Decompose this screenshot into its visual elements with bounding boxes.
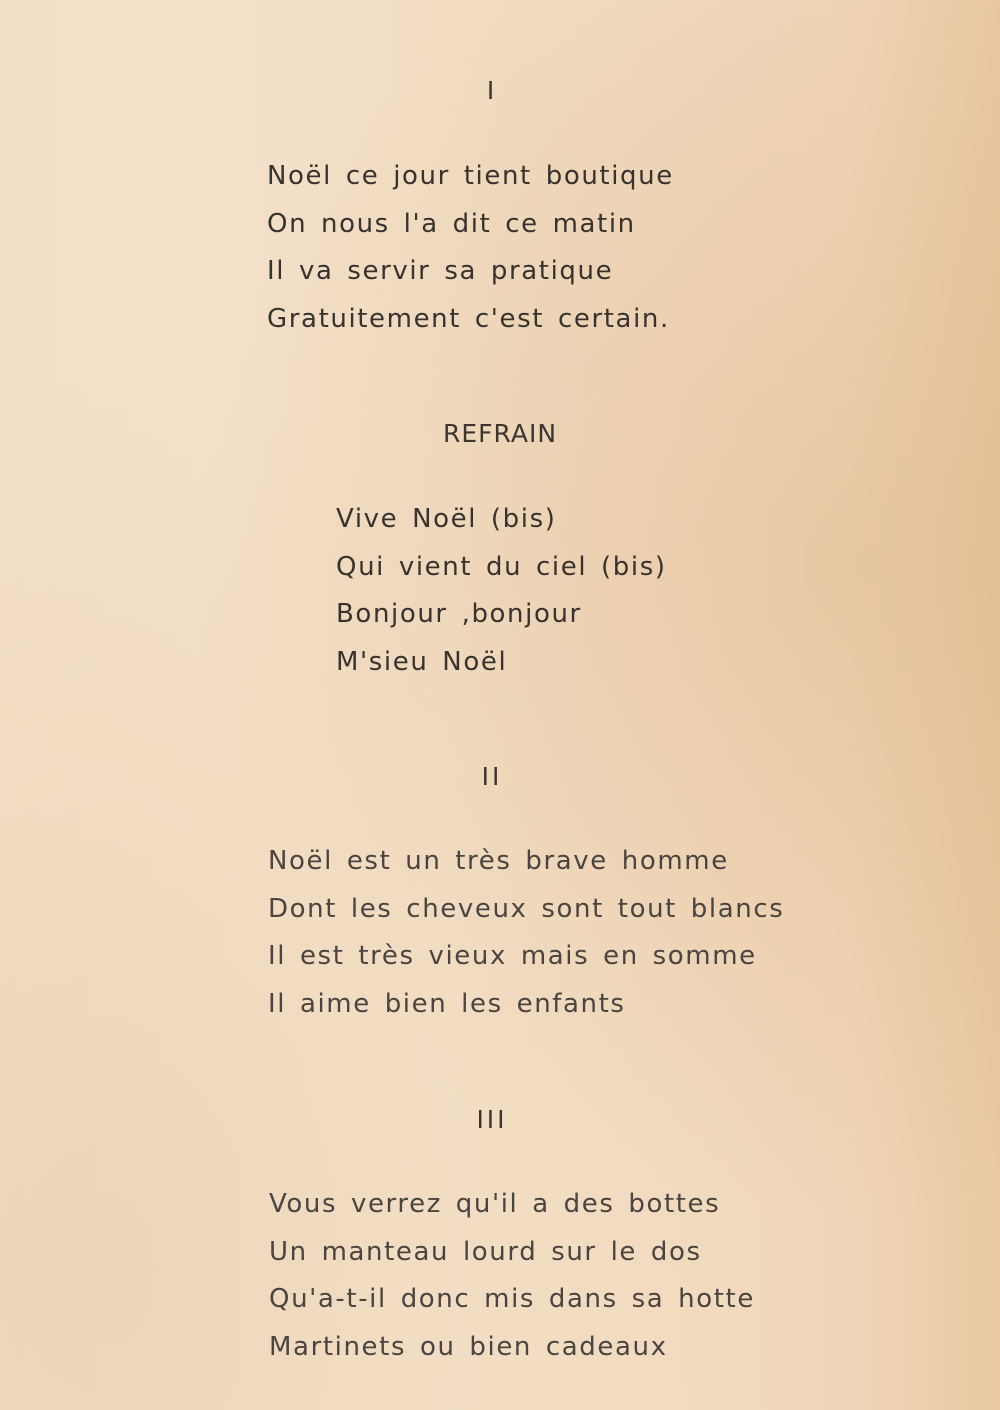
stanza-1-line-3: Il va servir sa pratique [267,256,614,286]
stanza-1-line-1: Noël ce jour tient boutique [267,161,674,191]
stanza-3-line-2: Un manteau lourd sur le dos [269,1236,702,1267]
stanza-1-numeral: I [486,76,498,105]
refrain-line-1: Vive Noël (bis) [336,504,557,534]
refrain [336,496,667,686]
stanza-1-line-4: Gratuitement c'est certain. [267,303,670,334]
stanza-2-numeral: II [481,762,503,791]
stanza-3 [269,1181,755,1371]
refrain-heading: REFRAIN [442,419,558,448]
stanza-1-line-2: On nous l'a dit ce matin [267,208,636,239]
stanza-1 [267,153,674,343]
stanza-3-numeral: III [476,1105,508,1134]
stanza-2 [268,838,784,1028]
refrain-line-4: M'sieu Noël [336,646,508,677]
stanza-3-line-4: Martinets ou bien cadeaux [269,1331,668,1362]
stanza-2-line-4: Il aime bien les enfants [268,988,626,1019]
refrain-line-3: Bonjour ,bonjour [336,599,582,629]
refrain-line-2: Qui vient du ciel (bis) [336,551,667,582]
stanza-3-line-1: Vous verrez qu'il a des bottes [269,1189,721,1219]
stanza-3-line-3: Qu'a-t-il donc mis dans sa hotte [269,1284,755,1314]
stanza-2-line-1: Noël est un très brave homme [268,846,729,876]
stanza-2-line-2: Dont les cheveux sont tout blancs [268,893,785,924]
stanza-2-line-3: Il est très vieux mais en somme [268,941,757,971]
